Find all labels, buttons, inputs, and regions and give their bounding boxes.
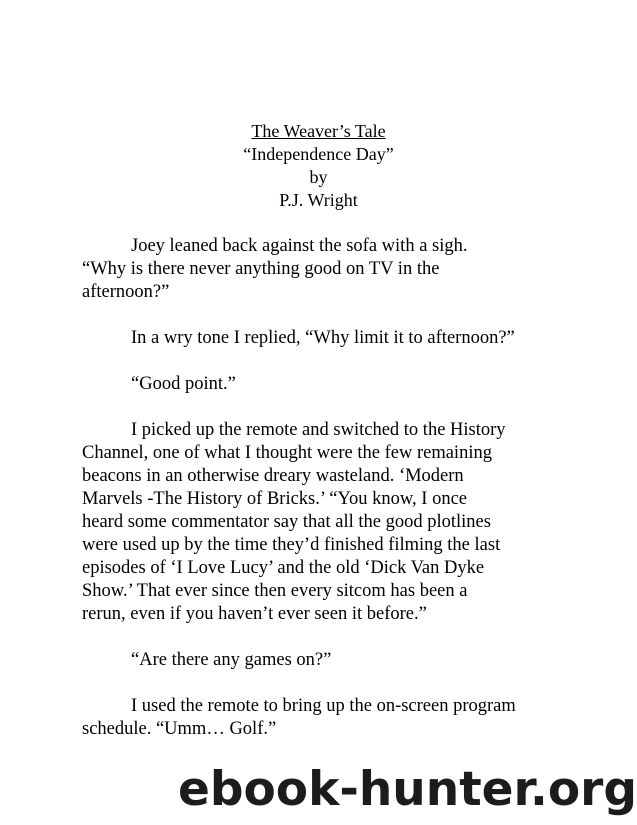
paragraph-line: episodes of ‘I Love Lucy’ and the old ‘Dick Van Dyke (82, 558, 485, 578)
paragraph-line: schedule. “Umm… Golf.” (82, 719, 277, 739)
author-name: P.J. Wright (279, 190, 358, 210)
paragraph-line: “Good point.” (131, 374, 236, 394)
paragraph-line: Channel, one of what I thought were the few remaining (82, 443, 492, 463)
paragraph-line: I picked up the remote and switched to the History (131, 420, 506, 440)
paragraph-line: “Why is there never anything good on TV in the (82, 259, 440, 279)
paragraph-line: rerun, even if you haven’t ever seen it before.” (82, 604, 427, 624)
paragraph-line: were used up by the time they’d finished filming the last (82, 535, 501, 555)
story-title: The Weaver’s Tale (251, 121, 386, 141)
paragraph-line: “Are there any games on?” (131, 650, 332, 670)
paragraph-line: In a wry tone I replied, “Why limit it to afternoon?” (131, 328, 515, 348)
paragraph-line: I used the remote to bring up the on-screen program (131, 696, 516, 716)
paragraph-line: afternoon?” (82, 282, 170, 302)
paragraph-line: Marvels -The History of Bricks.’ “You know, I once (82, 489, 468, 509)
title-block (0, 120, 637, 212)
paragraph-line: heard some commentator say that all the good plotlines (82, 512, 491, 532)
paragraph-line: Show.’ That ever since then every sitcom has been a (82, 581, 468, 601)
paragraph-line: beacons in an otherwise dreary wasteland. ‘Modern (82, 466, 464, 486)
paragraph-line: Joey leaned back against the sofa with a sigh. (131, 236, 468, 256)
byline-by: by (309, 167, 328, 187)
story-subtitle: “Independence Day” (243, 144, 394, 164)
watermark-text: ebook-hunter.org (177, 762, 637, 817)
